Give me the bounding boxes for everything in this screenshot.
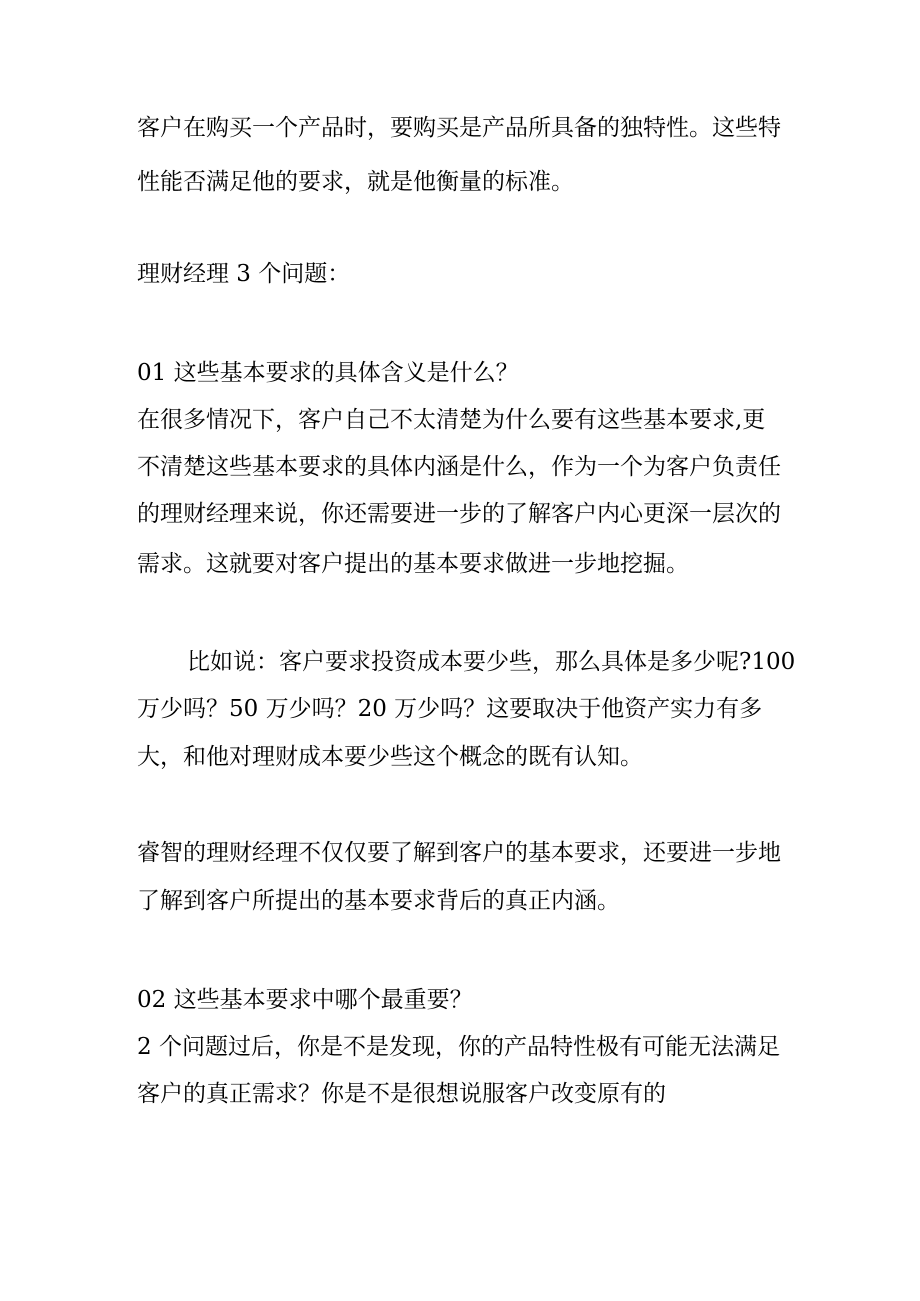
question-heading: 02 这些基本要求中哪个最重要？ [137,987,473,1013]
paragraph-line: 的理财经理来说，你还需要进一步的了解客户内心更深一层次的 [137,501,781,527]
paragraph-line: 在很多情况下，客户自己不太清楚为什么要有这些基本要求,更 [137,407,766,433]
paragraph-line: 万少吗？50 万少吗？20 万少吗？这要取决于他资产实力有多 [137,696,763,722]
paragraph-line: 大，和他对理财成本要少些这个概念的既有认知。 [137,744,643,770]
paragraph-line: 不清楚这些基本要求的具体内涵是什么，作为一个为客户负责任 [137,454,781,480]
paragraph-line: 客户在购买一个产品时，要购买是产品所具备的独特性。这些特 [137,115,781,141]
question-heading: 01 这些基本要求的具体含义是什么？ [137,360,519,386]
paragraph-line: 2 个问题过后，你是不是发现，你的产品特性极有可能无法满足 [137,1034,780,1060]
paragraph-line: 睿智的理财经理不仅仅要了解到客户的基本要求，还要进一步地 [137,840,781,866]
paragraph-line: 需求。这就要对客户提出的基本要求做进一步地挖掘。 [137,551,689,577]
paragraph-line: 客户的真正需求？你是不是很想说服客户改变原有的 [137,1081,666,1107]
paragraph-line: 性能否满足他的要求，就是他衡量的标准。 [137,169,574,195]
paragraph-line: 比如说：客户要求投资成本要少些，那么具体是多少呢?100 [187,649,796,675]
paragraph-line: 了解到客户所提出的基本要求背后的真正内涵。 [137,888,620,914]
section-heading: 理财经理 3 个问题： [137,261,351,287]
